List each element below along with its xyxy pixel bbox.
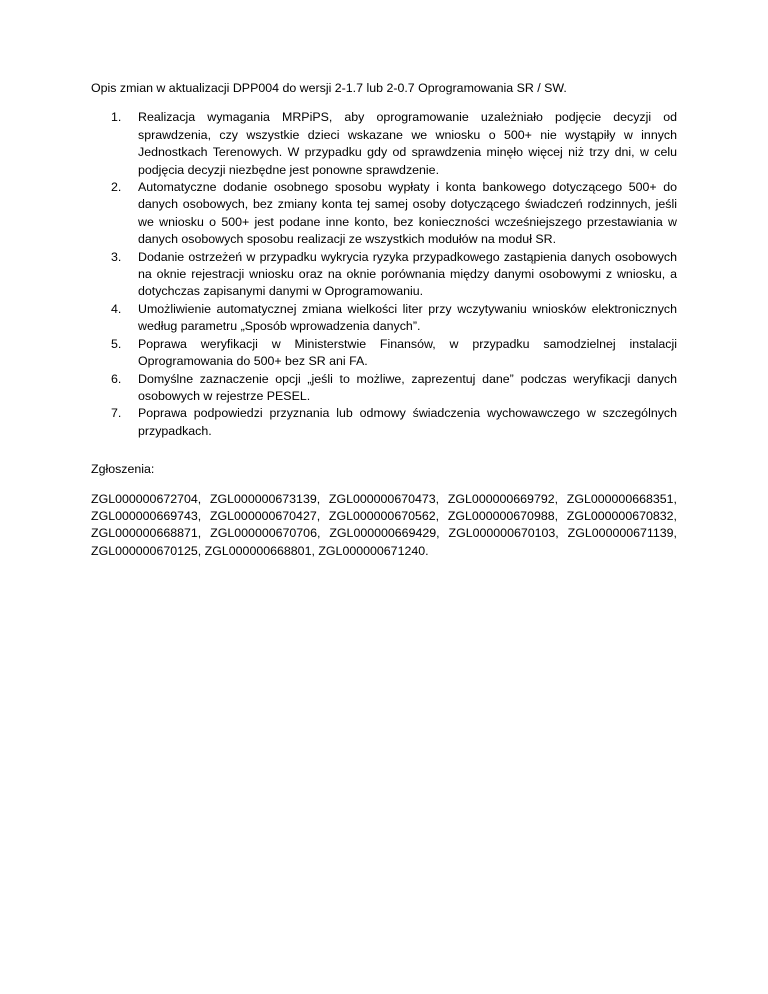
change-item-6 (91, 371, 677, 406)
change-text: Automatyczne dodanie osobnego sposobu wypłaty i konta bankowego dotyczącego 500+ do danych osobowych, bez zmiany konta tej samej osoby dotyczącego świadczeń rodzinnych, jeśli we wniosku o 500+ jest podane inne konto, bez konieczności wcześniejszego przestawiania w danych osobowych sposobu realizacji ze wszystkich modułów na moduł SR. (138, 180, 677, 247)
changes-list (91, 109, 677, 440)
change-text: Poprawa weryfikacji w Ministerstwie Finansów, w przypadku samodzielnej instalacji Oprogramowania do 500+ bez SR ani FA. (138, 336, 677, 369)
change-number: 7. (111, 406, 122, 421)
change-text: Poprawa podpowiedzi przyznania lub odmowy świadczenia wychowawczego w szczególnych przypadkach. (138, 406, 677, 438)
change-item-5 (91, 336, 677, 371)
change-text: Domyślne zaznaczenie opcji „jeśli to możliwe, zaprezentuj dane” podczas weryfikacji danych osobowych w rejestrze PESEL. (138, 371, 677, 403)
change-item-4 (91, 301, 677, 336)
change-number: 2. (111, 180, 122, 195)
tickets-list: ZGL000000672704, ZGL000000673139, ZGL000000670473, ZGL000000669792, ZGL000000668351, ZGL000000669743, ZGL000000670427, ZGL000000670562, ZGL000000670988, ZGL000000670832, ZGL000000668871, ZGL000000670706, ZGL000000669429, ZGL000000670103, ZGL000000671139, ZGL000000670125, ZGL000000668801, ZGL000000671240. (91, 491, 677, 558)
change-text: Realizacja wymagania MRPiPS, aby oprogramowanie uzależniało podjęcie decyzji od sprawdzenia, czy wszystkie dzieci wskazane we wniosku o 500+ nie wystąpiły w innych Jednostkach Terenowych. W przypadku gdy od sprawdzenia minęło więcej niż trzy dni, w celu podjęcia decyzji niezbędne jest ponowne sprawdzenie. (138, 110, 677, 177)
change-number: 6. (111, 371, 122, 386)
document-title: Opis zmian w aktualizacji DPP004 do wersji 2-1.7 lub 2-0.7 Oprogramowania SR / SW. (91, 81, 567, 95)
change-number: 3. (111, 249, 122, 264)
change-number: 4. (111, 301, 122, 316)
change-text: Dodanie ostrzeżeń w przypadku wykrycia ryzyka przypadkowego zastąpienia danych osobowych na oknie rejestracji wniosku oraz na oknie porównania między danymi osobowymi z wniosku, a dotychczas zapisanymi danymi w Oprogramowaniu. (138, 249, 677, 299)
document-body (91, 80, 677, 560)
change-item-1 (91, 109, 677, 179)
change-item-3 (91, 249, 677, 301)
change-item-2 (91, 179, 677, 249)
change-number: 1. (111, 110, 122, 125)
change-item-7 (91, 405, 677, 440)
tickets-heading: Zgłoszenia: (91, 462, 155, 477)
change-number: 5. (111, 336, 122, 351)
change-text: Umożliwienie automatycznej zmiana wielkości liter przy wczytywaniu wniosków elektronicznych według parametru „Sposób wprowadzenia danych”. (138, 301, 677, 334)
